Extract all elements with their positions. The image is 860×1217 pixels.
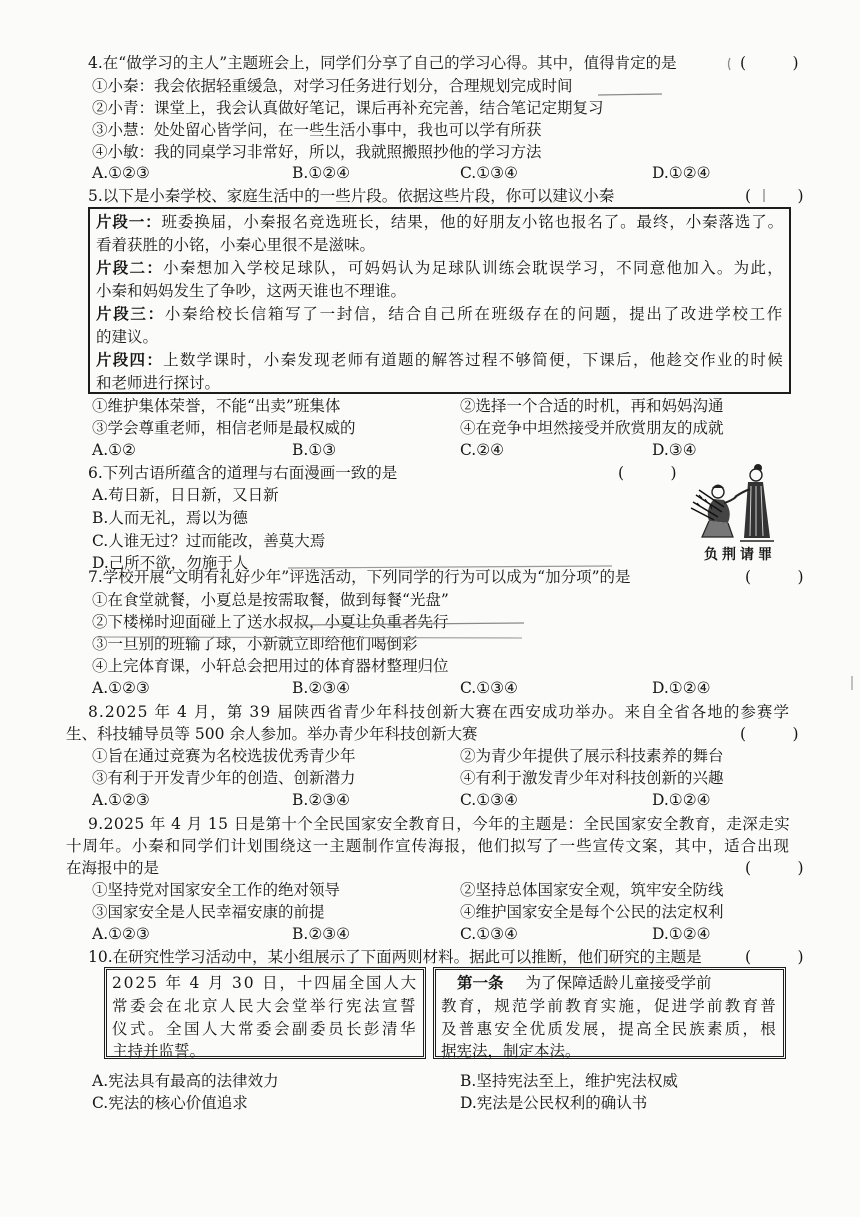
- q5-item-3: ③学会尊重老师，相信老师是最权威的: [92, 419, 356, 437]
- q5-answer-bracket: ( ): [745, 187, 804, 205]
- q5-item-4: ④在竞争中坦然接受并欣赏朋友的成就: [460, 419, 724, 437]
- q7-option-b: B.②③④: [292, 679, 351, 697]
- q7-stem: 7.学校开展“文明有礼好少年”评选活动，下列同学的行为可以成为“加分项”的是: [88, 568, 631, 586]
- q8-item-2: ②为青少年提供了展示科技素养的舞台: [460, 747, 724, 765]
- q9-item-2: ②坚持总体国家安全观，筑牢安全防线: [460, 881, 724, 899]
- q5-fragment-2-line-2: 小秦和妈妈发生了争吵，这两天谁也不理谁。: [96, 282, 407, 300]
- q6-option-b: B.人而无礼，焉以为德: [92, 509, 248, 527]
- q8-item-4: ④有利于激发青少年对科技创新的兴趣: [460, 769, 724, 787]
- q7-option-c: C.①③④: [460, 679, 518, 697]
- q10-article-label: 第一条: [457, 973, 504, 992]
- pencil-mark: [729, 58, 731, 70]
- q5-option-d: D.③④: [652, 441, 697, 459]
- q8-option-a: A.①②③: [92, 791, 150, 809]
- q9-item-4: ④维护国家安全是每个公民的法定权利: [460, 903, 724, 921]
- q8-item-3: ③有利于开发青少年的创造、创新潜力: [92, 769, 356, 787]
- q4-item-2: ②小青：课堂上，我会认真做好笔记，课后再补充完善，结合笔记定期复习: [92, 99, 604, 117]
- q7-option-a: A.①②③: [92, 679, 150, 697]
- q4-answer-bracket: ( ): [740, 54, 799, 72]
- q10-option-a: A.宪法具有最高的法律效力: [92, 1072, 279, 1090]
- q10-answer-bracket: ( ): [745, 948, 804, 966]
- q9-option-c: C.①③④: [460, 925, 518, 943]
- q10-option-b: B.坚持宪法至上，维护宪法权威: [460, 1072, 678, 1090]
- q7-answer-bracket: ( ): [745, 568, 804, 586]
- q6-stem: 6.下列古语所蕴含的道理与右面漫画一致的是: [88, 464, 398, 482]
- q4-item-1: ①小秦：我会依据轻重缓急，对学习任务进行划分，合理规划完成时间: [92, 77, 573, 95]
- q10-article-text: 为了保障适龄儿童接受学前: [525, 974, 712, 992]
- q5-fragment-1-line-2: 看着获胜的小铭，小秦心里很不是滋味。: [96, 236, 376, 254]
- q6-option-a: A.苟日新，日日新，又日新: [92, 486, 279, 504]
- q10-stem: 10.在研究性学习活动中，某小组展示了下面两则材料。据此可以推断，他们研究的主题是: [88, 948, 702, 966]
- q9-option-d: D.①②④: [652, 925, 711, 943]
- q5-fragment-4-line-1: [96, 349, 784, 371]
- q10-material-1-line-1: 2025 年 4 月 30 日，十四届全国人大: [112, 974, 418, 992]
- cartoon-caption: 负荆请罪: [704, 547, 776, 563]
- q5-fragment-1-line-1: [96, 211, 784, 233]
- q10-material-2-line-3: 及普惠安全优质发展，提高全民族素质，根: [441, 1020, 778, 1038]
- q5-fragment-3-line-1: [96, 303, 784, 325]
- q5-fragment-3-line-2: 的建议。: [96, 328, 159, 346]
- q4-option-d: D.①②④: [652, 164, 711, 182]
- fujing-qingzui-cartoon: [688, 462, 784, 544]
- q4-option-a: A.①②③: [92, 164, 150, 182]
- q9-option-a: A.①②③: [92, 925, 150, 943]
- q8-answer-bracket: ( ): [740, 725, 799, 743]
- q5-option-b: B.①③: [292, 441, 337, 459]
- q4-stem: 4.在“做学习的主人”主题班会上，同学们分享了自己的学习心得。其中，值得肯定的是: [88, 54, 677, 72]
- q4-item-3: ③小慧：处处留心皆学问，在一些生活小事中，我也可以学有所获: [92, 121, 542, 139]
- q4-option-c: C.①③④: [460, 164, 518, 182]
- q7-option-d: D.①②④: [652, 679, 711, 697]
- q9-stem-line-1: 9.2025 年 4 月 15 日是第十个全民国家安全教育日，今年的主题是：全民国家安全教育，走深走实: [88, 815, 790, 833]
- q6-answer-bracket: ( ): [618, 464, 677, 482]
- q7-item-1: ①在食堂就餐，小夏总是按需取餐，做到每餐“光盘”: [92, 591, 449, 609]
- q10-material-2-line-2: 教育，规范学前教育实施，促进学前教育普: [441, 997, 778, 1015]
- q9-answer-bracket: ( ): [745, 859, 804, 877]
- q10-material-2-line-4: 据宪法，制定本法。: [441, 1042, 581, 1060]
- q9-item-3: ③国家安全是人民幸福安康的前提: [92, 903, 325, 921]
- q10-option-d: D.宪法是公民权利的确认书: [460, 1094, 648, 1112]
- q5-fragment-1-text: 班委换届，小秦报名竞选班长，结果，他的好朋友小铭也报名了。最终，小秦落选了。: [161, 213, 784, 231]
- q5-fragment-2-text: 小秦想加入学校足球队，可妈妈认为足球队训练会耽误学习，不同意他加入。为此，: [163, 259, 784, 277]
- q5-stem: 5.以下是小秦学校、家庭生活中的一些片段。依据这些片段，你可以建议小秦: [88, 187, 615, 205]
- q5-option-a: A.①②: [92, 441, 136, 459]
- q9-stem-line-2: 十周年。小秦和同学们计划围绕这一主题制作宣传海报，他们拟写了一些宣传文案，其中，适合出现: [66, 837, 790, 855]
- q5-fragment-4-text: 上数学课时，小秦发现老师有道题的解答过程不够简便，下课后，他趁交作业的时候: [163, 351, 784, 369]
- q6-option-c: C.人谁无过？过而能改，善莫大焉: [92, 532, 326, 550]
- q9-option-b: B.②③④: [292, 925, 351, 943]
- q5-fragment-2-line-1: [96, 257, 784, 279]
- q4-option-b: B.①②④: [292, 164, 351, 182]
- q10-option-c: C.宪法的核心价值追求: [92, 1094, 248, 1112]
- q8-item-1: ①旨在通过竞赛为名校选拔优秀青少年: [92, 747, 356, 765]
- q7-item-4: ④上完体育课，小轩总会把用过的体育器材整理归位: [92, 657, 449, 675]
- q9-item-1: ①坚持党对国家安全工作的绝对领导: [92, 881, 341, 899]
- q5-item-1: ①维护集体荣誉，不能“出卖”班集体: [92, 397, 341, 415]
- q5-fragment-4-label: 片段四：: [96, 350, 164, 369]
- q8-option-c: C.①③④: [460, 791, 518, 809]
- q10-material-1-line-3: 仪式。全国人大常委会副委员长彭清华: [112, 1020, 418, 1038]
- q8-stem-line-1: 8.2025 年 4 月，第 39 届陕西省青少年科技创新大赛在西安成功举办。来自全省各地的参赛学: [88, 703, 790, 721]
- q5-fragment-3-label: 片段三：: [96, 304, 165, 323]
- q10-material-1-line-2: 常委会在北京人民大会堂举行宪法宣誓: [112, 997, 418, 1015]
- q7-item-3: ③一旦别的班输了球，小新就立即给他们喝倒彩: [92, 635, 418, 653]
- q5-fragment-3-text: 小秦给校长信箱写了一封信，结合自己所在班级存在的问题，提出了改进学校工作: [164, 305, 784, 323]
- q8-option-d: D.①②④: [652, 791, 711, 809]
- q5-fragment-4-line-2: 和老师进行探讨。: [96, 374, 221, 392]
- pencil-mark: [598, 94, 662, 95]
- q5-item-2: ②选择一个合适的时机，再和妈妈沟通: [460, 397, 724, 415]
- q4-item-4: ④小敏：我的同桌学习非常好，所以，我就照搬照抄他的学习方法: [92, 143, 542, 161]
- q8-stem-line-2: 生、科技辅导员等 500 余人参加。举办青少年科技创新大赛: [66, 725, 478, 743]
- q5-option-c: C.②④: [460, 441, 505, 459]
- q9-stem-line-3: 在海报中的是: [66, 859, 160, 877]
- q10-material-2-line-1: [457, 972, 712, 994]
- q8-option-b: B.②③④: [292, 791, 351, 809]
- q7-item-2: ②下楼梯时迎面碰上了送水叔叔，小夏让负重者先行: [92, 613, 449, 631]
- q5-fragment-2-label: 片段二：: [96, 258, 164, 277]
- q6-option-d: D.己所不欲，勿施于人: [92, 554, 249, 572]
- q5-fragment-1-label: 片段一：: [96, 212, 162, 231]
- q10-material-1-line-4: 主持并监誓。: [112, 1042, 206, 1060]
